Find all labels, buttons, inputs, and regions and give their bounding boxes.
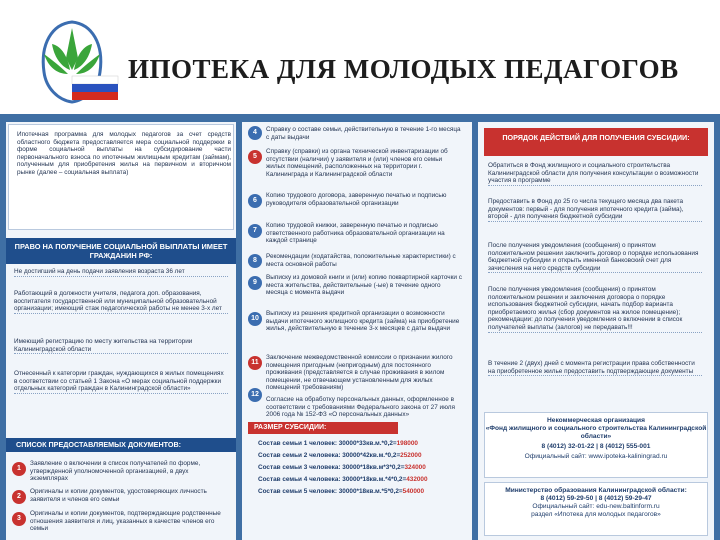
order-item: В течение 2 (двух) дней с момента регистрации права собственности на приобретенное жилье предоставить подтверждающие документы <box>488 360 702 376</box>
subsidy-row <box>258 440 458 447</box>
right-item: Работающий в должности учителя, педагога доп. образования, воспитателя государственной или муниципальной образовательной организации; имеющий стаж педагогической работы не менее 3-х лет <box>14 290 228 314</box>
doc-number: 10 <box>248 312 262 326</box>
rights-heading: ПРАВО НА ПОЛУЧЕНИЕ СОЦИАЛЬНОЙ ВЫПЛАТЫ ИМЕЕТ ГРАЖДАНИН РФ: <box>6 238 236 264</box>
intro-text: Ипотечная программа для молодых педагогов за счет средств областного бюджета предоставляется мера социальной поддержки в форме социальной выплаты на субсидирование части первоначального взноса по ипотечным жилищным кредитам (займам), полученным для приобретения жилья на первичном и вторичном рынке (далее – социальная выплата) <box>17 131 231 176</box>
order-heading: ПОРЯДОК ДЕЙСТВИЙ ДЛЯ ПОЛУЧЕНИЯ СУБСИДИИ: <box>484 128 708 156</box>
doc-number: 7 <box>248 224 262 238</box>
doc-item: Выписку из домовой книги и (или) копию поквартирной карточки с места жительства, действительные (-ые) в течение одного месяца с момента выдачи <box>266 274 462 297</box>
doc-item: Копию трудовой книжки, заверенную печатью и подписью ответственного работника образовательной организации на каждой странице <box>266 222 445 245</box>
subsidy-row <box>258 476 458 483</box>
doc-item: Оригиналы и копии документов, подтверждающие родственные отношения заявителя и лиц, указанных в качестве членов его семьи <box>30 510 221 533</box>
subsidy-label: Состав семьи 2 человека: <box>258 452 341 459</box>
subsidy-row <box>258 452 458 459</box>
doc-number: 2 <box>12 490 26 504</box>
fund-contact-box <box>484 412 708 478</box>
subsidy-label: Состав семьи 1 человек: <box>258 440 337 447</box>
subsidy-formula: 30000*18кв.м*3*0,2= <box>342 464 405 471</box>
doc-number: 11 <box>248 356 262 370</box>
column-rights <box>6 122 236 540</box>
right-item: Имеющий регистрацию по месту жительства на территории Калининградской области <box>14 338 228 354</box>
doc-number: 6 <box>248 194 262 208</box>
doc-item: Справку о составе семьи, действительную в течение 1-го месяца с даты выдачи <box>266 126 461 141</box>
subsidy-result: 540000 <box>402 488 424 495</box>
doc-number: 5 <box>248 150 262 164</box>
subsidy-formula: 30000*18кв.м.*5*0,2= <box>338 488 403 495</box>
doc-item: Заключение межведомственной комиссии о признании жилого помещения пригодным (непригодным) для постоянного проживания (представляется в случае проживания в жилом помещении, не отвечающем установленным для жилых помещений требованиям) <box>266 354 453 392</box>
docs-heading: СПИСОК ПРЕДОСТАВЛЯЕМЫХ ДОКУМЕНТОВ: <box>6 438 236 452</box>
right-item: Не достигший на день подачи заявления возраста 36 лет <box>14 268 228 277</box>
subsidy-result: 324000 <box>404 464 426 471</box>
subsidy-row <box>258 488 458 495</box>
subsidy-label: Состав семьи 4 человека: <box>258 476 341 483</box>
fund-site: Официальный сайт: www.ipoteka-kaliningrad.ru <box>524 453 668 460</box>
subsidy-row <box>258 464 458 471</box>
doc-item: Копию трудового договора, заверенную печатью и подписью руководителя образовательной организации <box>266 192 447 207</box>
right-item: Отнесенный к категории граждан, нуждающихся в жилых помещениях в соответствии со статьей 1 Закона «О мерах социальной поддержки отдельных категорий граждан в Калининградской области» <box>14 370 228 394</box>
page-title: ИПОТЕКА ДЛЯ МОЛОДЫХ ПЕДАГОГОВ <box>128 54 679 84</box>
doc-item: Оригиналы и копии документов, удостоверяющих личность заявителя и членов его семьи <box>30 488 207 503</box>
order-item: Обратиться в Фонд жилищного и социального строительства Калининградской области для получения консультации о возможности участия в программе <box>488 162 702 186</box>
doc-item: Заявление о включении в список получателей по форме, утвержденной уполномоченной организацией, в двух экземплярах <box>30 460 201 483</box>
subsidy-heading: РАЗМЕР СУБСИДИИ: <box>248 422 398 434</box>
subsidy-label: Состав семьи 3 человека: <box>258 464 341 471</box>
ministry-section: раздел «Ипотека для молодых педагогов» <box>531 511 661 518</box>
subsidy-formula: 30000*18кв.м.*4*0,2= <box>342 476 407 483</box>
doc-item: Справку (справки) из органа технической инвентаризации об отсутствии (наличии) у заявителя и (или) членов его семьи жилых помещений, расположенных на территории г. Калининграда и Калининградской области <box>266 148 448 178</box>
doc-number: 8 <box>248 254 262 268</box>
doc-item: Выписку из решения кредитной организации о возможности выдачи ипотечного жилищного кредита (займа) на приобретение жилья, действительную в течение 3-х месяцев с даты выдачи <box>266 310 460 333</box>
subsidy-formula: 30000*33кв.м.*0,2= <box>338 440 397 447</box>
order-item: После получения уведомления (сообщения) о принятом положительном решении и заключения договора о порядке использования бюджетной субсидии, начать подбор варианта приобретаемого жилья (сбор документов на жилое помещение); рекомендации: до получения уведомления о включении в список получателей выплаты (залогов) не передавать!!! <box>488 286 702 333</box>
intro-box <box>8 124 234 230</box>
doc-number: 3 <box>12 512 26 526</box>
doc-item: Рекомендации (ходатайства, положительные характеристики) с места основной работы <box>266 253 456 268</box>
doc-number: 1 <box>12 462 26 476</box>
doc-item: Согласие на обработку персональных данных, оформленное в соответствии с требованиями Федерального закона от 27 июля 2006 года № 152-ФЗ «О персональных данных» <box>266 396 455 419</box>
header <box>0 0 720 108</box>
subsidy-result: 252000 <box>400 452 422 459</box>
ministry-site: Официальный сайт: edu-new.baltinform.ru <box>532 503 660 510</box>
column-documents <box>242 122 472 540</box>
order-item: Предоставить в Фонд до 25 го числа текущего месяца два пакета документов: первый - для получения ипотечного кредита (займа), второй - для получения бюджетной субсидии <box>488 198 702 222</box>
ministry-contact-box <box>484 482 708 536</box>
subsidy-result: 198000 <box>396 440 418 447</box>
doc-number: 4 <box>248 126 262 140</box>
column-order <box>478 122 714 540</box>
fund-line2: «Фонд жилищного и социального строительства Калининградской области» <box>485 425 707 440</box>
order-item: После получения уведомления (сообщения) о принятом положительном решении заключить договор о порядке использования бюджетной субсидии и открыть именной банковский счет для зачисления на него средств субсидии <box>488 242 702 273</box>
union-logo <box>22 14 122 106</box>
ministry-phones: 8 (4012) 59-29-50 | 8 (4012) 59-29-47 <box>540 495 652 502</box>
doc-number: 12 <box>248 388 262 402</box>
fund-phones: 8 (4012) 32-01-22 | 8 (4012) 555-001 <box>541 443 651 450</box>
doc-number: 9 <box>248 276 262 290</box>
subsidy-formula: 30000*42кв.м.*0,2= <box>342 452 401 459</box>
subsidy-result: 432000 <box>406 476 428 483</box>
subsidy-label: Состав семьи 5 человек: <box>258 488 337 495</box>
ministry-line1: Министерство образования Калининградской области: <box>505 487 687 494</box>
fund-line1: Некоммерческая организация <box>547 417 645 424</box>
